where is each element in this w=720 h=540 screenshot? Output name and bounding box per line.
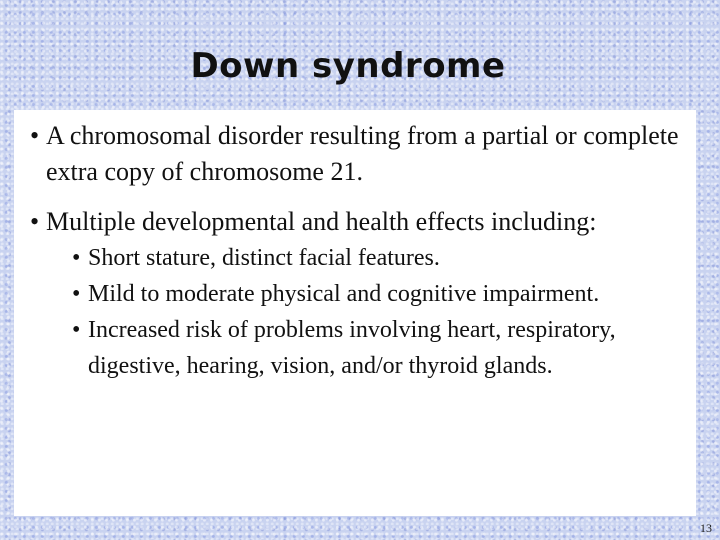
bullet-text: Multiple developmental and health effects including:: [46, 207, 597, 236]
sub-bullet-item: [30, 240, 686, 276]
slide-title: Down syndrome: [190, 46, 506, 86]
bullet-marker: •: [72, 281, 81, 307]
bullet-text: A chromosomal disorder resulting from a partial or complete extra copy of chromosome 21.: [46, 121, 679, 186]
bullet-marker: •: [72, 317, 81, 343]
bullet-item: [30, 118, 686, 190]
bullet-marker: •: [72, 245, 81, 271]
page-number: 13: [700, 521, 712, 535]
content-panel: [14, 110, 696, 516]
bullet-marker: •: [30, 121, 40, 150]
bullet-item: [30, 204, 686, 240]
sub-bullet-item: [30, 276, 686, 312]
sub-bullet-item: [30, 312, 686, 384]
sub-bullet-text: Increased risk of problems involving heart, respiratory, digestive, hearing, vision, and/or thyroid glands.: [88, 317, 616, 379]
sub-bullet-text: Short stature, distinct facial features.: [88, 245, 440, 271]
sub-bullet-text: Mild to moderate physical and cognitive impairment.: [88, 281, 600, 307]
bullet-marker: •: [30, 207, 40, 236]
